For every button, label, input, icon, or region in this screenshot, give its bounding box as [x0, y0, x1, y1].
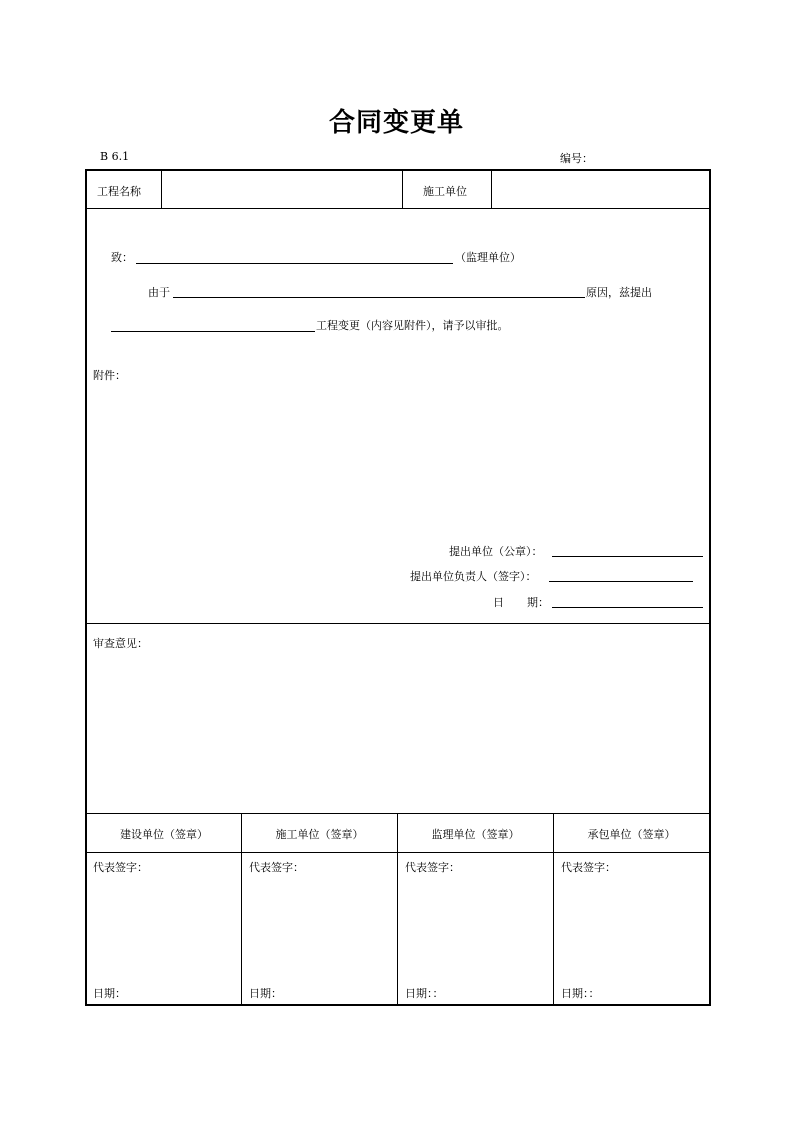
divider	[87, 813, 709, 814]
review-opinion-field[interactable]	[93, 653, 703, 808]
subcontractor-rep-label: 代表签字：	[561, 861, 616, 874]
supervisor-unit-field[interactable]	[136, 263, 453, 264]
date-label-part1: 日	[493, 596, 504, 609]
subcontractor-signature-field[interactable]	[561, 875, 703, 975]
form-table	[85, 169, 711, 1006]
divider	[491, 171, 492, 208]
submitter-unit-field[interactable]	[552, 556, 703, 557]
contractor-label: 施工单位	[423, 185, 467, 198]
contractor-field[interactable]	[497, 175, 702, 203]
subcontractor-date-label: 日期：：	[561, 987, 600, 1000]
supervisor-unit-suffix: （监理单位）	[455, 251, 521, 264]
submit-date-field[interactable]	[552, 607, 703, 608]
to-label: 致：	[111, 251, 133, 264]
sig-header-supervisor: 监理单位（签章）	[431, 828, 520, 841]
divider	[87, 852, 709, 853]
attachment-label: 附件：	[93, 369, 126, 382]
sig-header-subcontractor: 承包单位（签章）	[587, 828, 676, 841]
contractor-rep-label: 代表签字：	[249, 861, 304, 874]
owner-date-label: 日期：	[93, 987, 126, 1000]
change-item-field[interactable]	[111, 331, 315, 332]
owner-signature-field[interactable]	[93, 875, 235, 975]
form-code: B 6.1	[100, 150, 130, 163]
divider	[87, 208, 709, 209]
reason-suffix: 原因，兹提出	[586, 286, 652, 299]
sig-header-owner: 建设单位（签章）	[120, 828, 208, 841]
sig-header-contractor: 施工单位（签章）	[275, 828, 364, 841]
supervisor-date-label: 日期：：	[405, 987, 444, 1000]
project-name-label: 工程名称	[97, 185, 141, 198]
divider	[402, 171, 403, 208]
page-title: 合同变更单	[328, 108, 464, 138]
due-to-label: 由于	[148, 286, 170, 299]
contractor-signature-field[interactable]	[249, 875, 391, 975]
date-label-part2: 期：	[527, 596, 549, 609]
submitter-head-label: 提出单位负责人（签字）：	[410, 570, 537, 583]
project-name-field[interactable]	[167, 175, 397, 203]
change-suffix: 工程变更（内容见附件），请予以审批。	[316, 319, 509, 332]
submitter-head-field[interactable]	[549, 581, 693, 582]
divider	[161, 171, 162, 208]
supervisor-rep-label: 代表签字：	[405, 861, 460, 874]
review-opinion-label: 审查意见：	[93, 637, 148, 650]
reason-field[interactable]	[173, 297, 585, 298]
serial-number-label: 编号：	[560, 152, 593, 165]
submitter-unit-label: 提出单位（公章）：	[449, 545, 543, 558]
owner-rep-label: 代表签字：	[93, 861, 148, 874]
contractor-date-label: 日期：	[249, 987, 282, 1000]
divider	[87, 623, 709, 624]
supervisor-signature-field[interactable]	[405, 875, 547, 975]
